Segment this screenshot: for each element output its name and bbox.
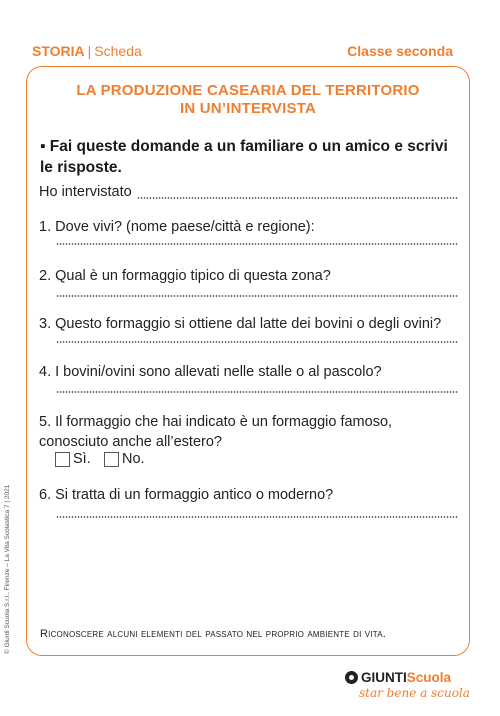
worksheet-title-line1: LA PRODUZIONE CASEARIA DEL TERRITORIO bbox=[76, 82, 420, 99]
logo-brand bbox=[345, 670, 470, 685]
giunti-logo-icon bbox=[345, 671, 358, 684]
header-separator: | bbox=[87, 43, 92, 59]
interviewed-answer-line[interactable] bbox=[137, 197, 458, 199]
question-2: 2. Qual è un formaggio tipico di questa zona? bbox=[39, 268, 331, 284]
logo-brand-accent: Scuola bbox=[406, 670, 452, 685]
answer-line-2[interactable] bbox=[56, 295, 458, 297]
worksheet-title-line2: IN UN’INTERVISTA bbox=[180, 100, 316, 117]
option-yes[interactable] bbox=[55, 451, 91, 467]
answer-line-4[interactable] bbox=[56, 391, 458, 393]
publisher-logo bbox=[345, 670, 470, 700]
yes-checkbox[interactable] bbox=[55, 452, 70, 467]
answer-line-3[interactable] bbox=[56, 341, 458, 343]
question-4: 4. I bovini/ovini sono allevati nelle stalle o al pascolo? bbox=[39, 364, 382, 380]
sheet-type-label: Scheda bbox=[94, 43, 142, 59]
copyright-notice: © Giunti Scuola S.r.l., Firenze – La Vita Scolastica 7 | 2021 bbox=[4, 484, 11, 654]
header-subject bbox=[32, 43, 142, 59]
interviewed-label: Ho intervistato bbox=[39, 184, 132, 200]
question-3: 3. Questo formaggio si ottiene dal latte dei bovini o degli ovini? bbox=[39, 316, 442, 332]
answer-line-6[interactable] bbox=[56, 516, 458, 518]
answer-line-1[interactable] bbox=[56, 243, 458, 245]
logo-brand-name: GIUNTI bbox=[361, 670, 407, 685]
no-checkbox[interactable] bbox=[104, 452, 119, 467]
option-no[interactable] bbox=[104, 451, 145, 467]
question-6: 6. Si tratta di un formaggio antico o moderno? bbox=[39, 487, 334, 503]
learning-objective-note: Riconoscere alcuni elementi del passato nel proprio ambiente di vita. bbox=[40, 628, 386, 640]
subject-label: STORIA bbox=[32, 43, 85, 59]
class-label: Classe seconda bbox=[347, 43, 453, 59]
no-label: No. bbox=[122, 451, 145, 467]
instruction-text: ▪ Fai queste domande a un familiare o un amico e scrivi le risposte. bbox=[40, 138, 448, 176]
logo-tagline: star bene a scuola bbox=[359, 686, 470, 700]
question-5: 5. Il formaggio che hai indicato è un formaggio famoso, conosciuto anche all’estero? bbox=[39, 414, 393, 450]
yes-label: Sì. bbox=[73, 451, 91, 467]
question-1: 1. Dove vivi? (nome paese/città e regione): bbox=[39, 219, 315, 235]
